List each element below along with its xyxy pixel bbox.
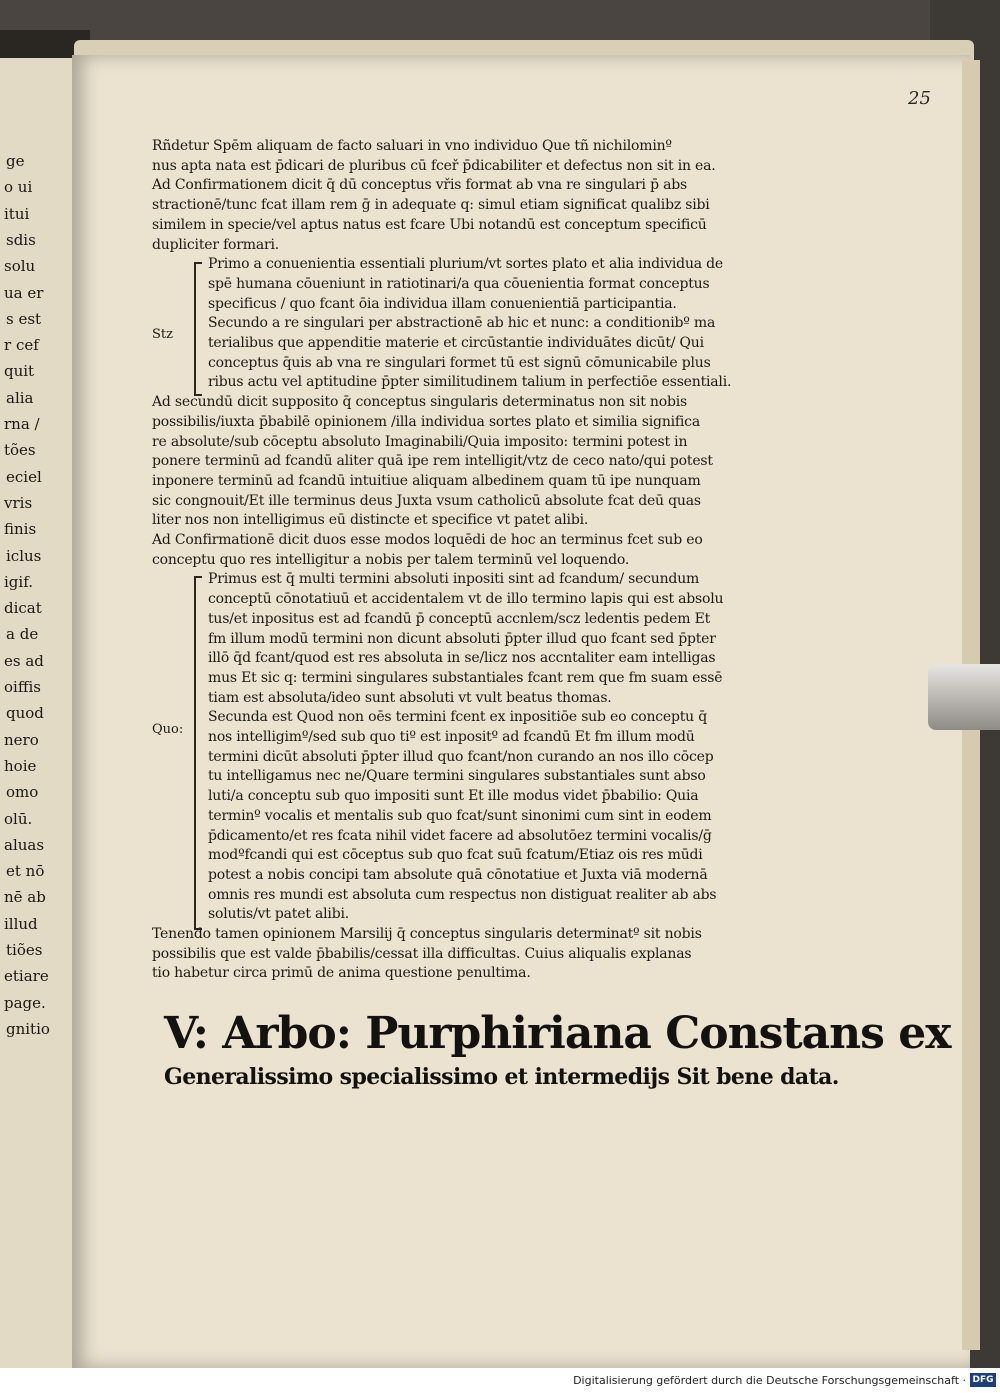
text-line: dupliciter formari. — [152, 236, 280, 253]
left-page-text: s est — [6, 309, 42, 328]
left-page-text: finis — [4, 520, 37, 539]
text-line: re absolute/sub cōceptu absoluto Imaginabili/Quia imposito: termini potest in — [152, 433, 688, 450]
left-page-text: gnitio — [6, 1019, 50, 1038]
text-line: tio habetur circa primū de anima questione penultima. — [152, 965, 531, 982]
text-line: specificus / quo fcant ōia individua illam conuenientiā participantia. — [208, 295, 677, 312]
text-line: mus Et sic q: termini singulares substantiales fcant rem que fm suam essē — [208, 669, 723, 686]
text-line: Secundo a re singulari per abstractionē ab hic et nunc: a conditionibº ma — [208, 315, 716, 332]
left-page-text: r cef — [4, 336, 39, 355]
left-page-text: a de — [6, 625, 39, 644]
text-line: nos intelligimº/sed sub quo tiº est inpositº ad fcandū Et fm illum modū — [208, 729, 695, 745]
text-line: stractionē/tunc fcat illam rem ḡ in adequate q: simul etiam significat qualibz sibi — [152, 197, 710, 214]
text-line: solutis/vt patet alibi. — [208, 906, 349, 923]
text-line: ponere terminū ad fcandū aliter quā ipe rem intelligit/vtz de ceco nato/qui potest — [152, 453, 713, 470]
left-page-text: rna / — [4, 415, 40, 433]
left-page-text: iclus — [6, 546, 42, 565]
page-clamp — [928, 664, 1000, 730]
left-page-text: nero — [4, 730, 39, 749]
text-line: Ad Confirmationē dicit duos esse modos loquēdi de hoc an terminus fcet sub eo — [152, 532, 703, 548]
text-line: omnis res mundi est absoluta cum respectus non distiguat realiter ab abs — [208, 886, 717, 903]
left-page-text: vris — [4, 493, 33, 512]
text-line: luti/a conceptu sub quo impositi sunt Et ille modus videt p̄babilio: Quia — [208, 788, 699, 805]
side-note-quo: Quo: — [152, 722, 184, 737]
text-line: terialibus que appenditie materie et circūstantie individuātes dicūt/ Qui — [208, 335, 704, 351]
text-line: sic congnouit/Et ille terminus deus Juxta vsum catholicū absolute fcat deū quas — [152, 492, 701, 509]
section-heading-line2: Generalissimo specialissimo et intermedijs Sit bene data. — [164, 1064, 839, 1090]
left-page-text: alia — [6, 388, 34, 407]
folio-number: 25 — [908, 88, 931, 109]
text-line: tus/et inpositus est ad fcandū p̄ conceptū accnlem/scz ledentis pedem Et — [208, 610, 711, 627]
text-line: inponere terminū ad fcandū intuitiue aliquam albedinem quam tū ipe nunquam — [152, 472, 701, 489]
text-line: spē humana cōueniunt in ratiotinari/a qua cōuenientia format conceptus — [208, 275, 710, 292]
left-page-text: omo — [6, 783, 39, 802]
left-page-text: illud — [4, 914, 38, 933]
text-line: Rñdetur Spēm aliquam de facto saluari in vno individuo Que tñ nichilominº — [152, 138, 672, 154]
text-line: tiam est absoluta/ideo sunt absoluti vt vult beatus thomas. — [208, 689, 612, 706]
text-line: potest a nobis concipi tam absolute quā cōnotatiue et Juxta viā modernā — [208, 866, 708, 883]
left-page-text: eciel — [6, 467, 42, 486]
left-page-text: igif. — [4, 572, 33, 591]
dfg-logo: DFG — [970, 1373, 996, 1387]
text-line: liter nos non intelligimus eū distincte et specifice vt patet alibi. — [152, 512, 589, 529]
left-page-text: page. — [4, 993, 46, 1012]
text-line: ribus actu vel aptitudine p̄pter similitudinem talium in perfectiōe essentiali. — [208, 374, 732, 391]
text-line: tu intelligamus nec ne/Quare termini singulares substantiales sunt abso — [208, 768, 706, 785]
left-page-text: solu — [4, 257, 36, 276]
text-line: Secunda est Quod non oēs termini fcent ex inpositiōe sub eo conceptu q̄ — [208, 709, 708, 726]
left-page-text: o ui — [4, 178, 33, 197]
left-page-text: quod — [6, 704, 44, 723]
left-page-text: et nō — [6, 862, 45, 881]
section-heading-line1: V: Arbo: Purphiriana Constans ex — [164, 1008, 951, 1059]
text-line: conceptus q̄uis ab vna re singulari formet tū est signū cōmunicabile plus — [208, 354, 711, 371]
left-page-text: sdis — [6, 230, 36, 249]
bracket-first — [194, 262, 202, 396]
footer-bar — [0, 1368, 1000, 1393]
text-line: Primo a conuenientia essentiali plurium/vt sortes plato et alia individua de — [208, 256, 724, 273]
left-page-text: nē ab — [4, 888, 46, 907]
left-page-text: quit — [4, 362, 35, 381]
text-line: p̄dicamento/et res fcata nihil videt facere ad absolutōez termini vocalis/ḡ — [208, 827, 712, 844]
left-page-fragment — [0, 58, 83, 1368]
left-page-text: ge — [6, 152, 25, 170]
left-page-text: itui — [4, 204, 30, 223]
text-line: Primus est q̄ multi termini absoluti inpositi sint ad fcandum/ secundum — [208, 571, 700, 588]
text-line: Tenendo tamen opinionem Marsilij q̄ conceptus singularis determinatº sit nobis — [152, 926, 702, 942]
left-page-text: dicat — [4, 599, 42, 618]
left-page-text: olū. — [4, 809, 33, 828]
text-line: possibilis que est valde p̄babilis/cessat illa difficultas. Cuius aliqualis explanas — [152, 945, 692, 962]
text-line: termini dicūt absoluti p̄pter illud quo fcant/non curando an nos illo cōcep — [208, 748, 714, 765]
footer-credit: Digitalisierung gefördert durch die Deutsche Forschungsgemeinschaft · — [573, 1374, 966, 1387]
left-page-text: es ad — [4, 651, 44, 670]
left-page-text: oiffis — [4, 678, 41, 696]
text-line: possibilis/iuxta p̄babilē opinionem /illa individua sortes plato et similia significa — [152, 413, 700, 430]
side-note-stz: Stz — [152, 327, 173, 342]
text-line: nus apta nata est p̄dicari de pluribus cū fceř p̄dicabiliter et defectus non sit in ea. — [152, 157, 716, 174]
left-page-text: tões — [4, 441, 36, 460]
text-line: terminº vocalis et mentalis sub quo fcat/sunt sinonimi cum sint in eodem — [208, 807, 712, 824]
left-page-text: ua er — [4, 283, 44, 302]
text-line: Ad secundū dicit supposito q̄ conceptus singularis determinatus non sit nobis — [152, 394, 687, 411]
left-page-text: etiare — [4, 967, 49, 986]
text-line: modºfcandi qui est cōceptus sub quo fcat suū fcatum/Etiaz ois res mūdi — [208, 847, 703, 864]
left-page-text: hoie — [4, 756, 37, 775]
text-line: conceptū cōnotatiuū et accidentalem vt de illo termino lapis qui est absolu — [208, 591, 724, 608]
text-line: similem in specie/vel aptus natus est fcare Ubi notandū est conceptum specificū — [152, 216, 707, 233]
text-line: illō q̄d fcant/quod est res absoluta in se/licz nos accntaliter eam intelligas — [208, 650, 716, 667]
text-line: fm illum modū termini non dicunt absoluti p̄pter illud quo fcant sed p̄pter — [208, 630, 716, 647]
left-page-text: aluas — [4, 835, 45, 854]
text-line: Ad Confirmationem dicit q̄ dū conceptus vřis format ab vna re singulari p̄ abs — [152, 177, 687, 194]
bracket-second — [194, 576, 202, 930]
text-line: conceptu quo res intelligitur a nobis per talem terminū vel loquendo. — [152, 551, 630, 568]
left-page-text: tiões — [6, 941, 43, 959]
